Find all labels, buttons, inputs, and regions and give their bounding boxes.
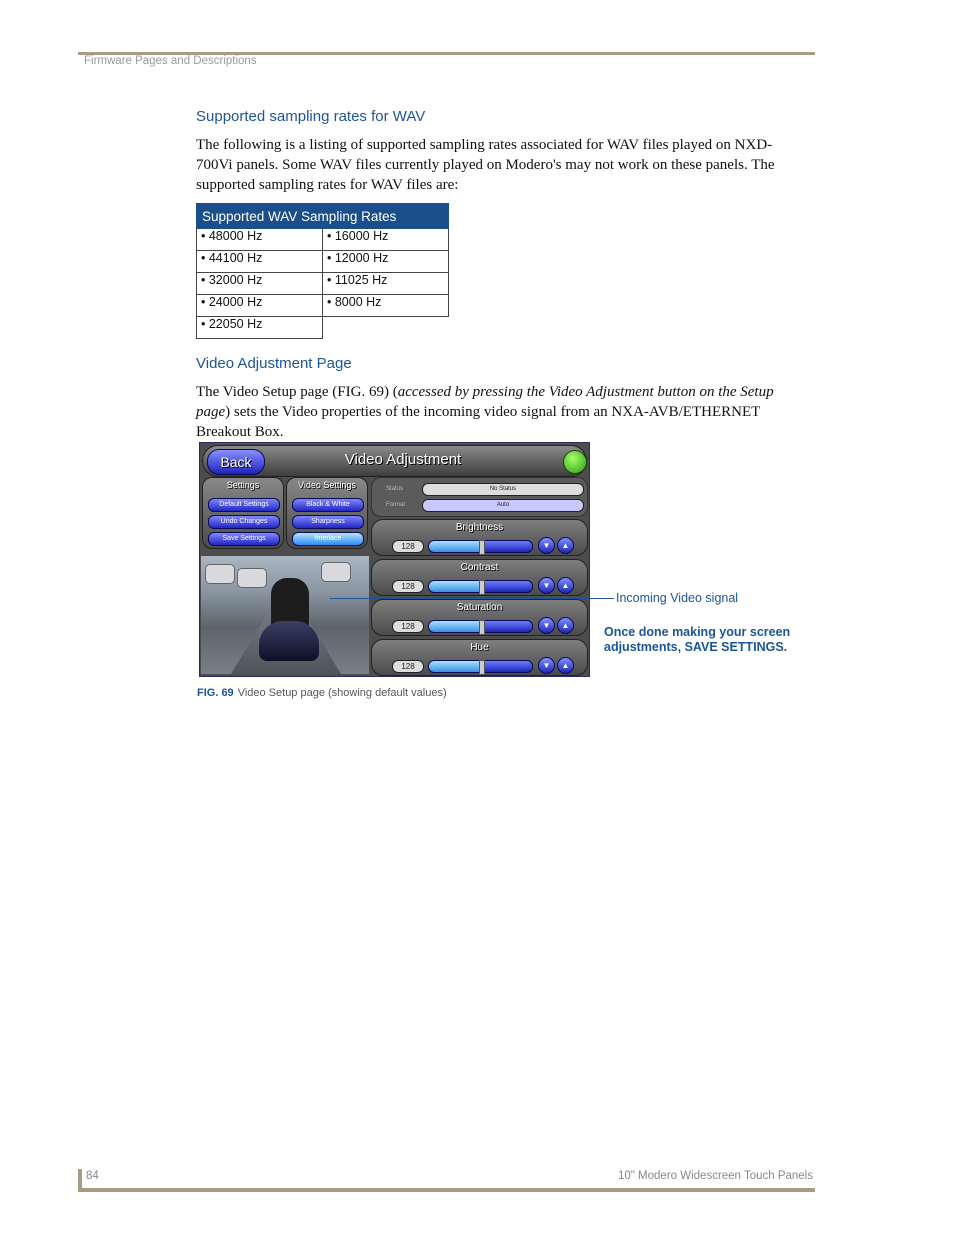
figure-label: FIG. 69 — [197, 687, 234, 699]
sharpness-button[interactable]: Sharpness — [292, 515, 364, 529]
wav-rates-table — [196, 203, 449, 339]
slider-fill — [429, 661, 481, 672]
figure-caption-text: Video Setup page (showing default values) — [237, 687, 447, 699]
footer-rule — [78, 1188, 815, 1192]
wav-intro-paragraph: The following is a listing of supported sampling rates associated for WAV files played on NXD-700Vi panels. Some WAV files currently played on Modero's may not work on these panels. The supported sampling rates for WAV files are: — [196, 137, 775, 193]
adjustment-hue — [371, 639, 588, 676]
slider-knob[interactable] — [479, 540, 485, 555]
table-row — [197, 229, 449, 251]
back-button[interactable]: Back — [207, 449, 265, 475]
callout-save-settings — [604, 625, 790, 655]
running-head: Firmware Pages and Descriptions — [84, 55, 257, 67]
table-cell: • 11025 Hz — [323, 273, 449, 295]
adjustment-title: Saturation — [456, 602, 503, 613]
callout-line-2: adjustments, SAVE SETTINGS. — [604, 640, 788, 654]
figure-caption — [197, 683, 447, 701]
table-row — [197, 295, 449, 317]
arrow-up-icon[interactable]: ▲ — [557, 577, 574, 594]
status-label: Status — [386, 486, 404, 492]
adjustment-slider[interactable] — [428, 660, 533, 673]
wav-table-header: Supported WAV Sampling Rates — [197, 204, 449, 229]
slider-fill — [429, 621, 481, 632]
table-row — [197, 251, 449, 273]
table-cell-empty — [323, 317, 449, 339]
table-row — [197, 273, 449, 295]
video-car — [237, 568, 267, 588]
status-value: No Status — [422, 483, 584, 496]
arrow-down-icon[interactable]: ▼ — [538, 617, 555, 634]
arrow-up-icon[interactable]: ▲ — [557, 537, 574, 554]
panel-title: Video Adjustment — [344, 451, 462, 468]
interlace-button[interactable]: Interlace — [292, 532, 364, 546]
adjustment-saturation — [371, 599, 588, 636]
adjustment-value: 128 — [392, 580, 424, 593]
section-heading-wav: Supported sampling rates for WAV — [196, 108, 426, 125]
slider-knob[interactable] — [479, 660, 485, 675]
para-text: The Video Setup page (FIG. 69) ( — [196, 384, 398, 400]
table-cell: • 12000 Hz — [323, 251, 449, 273]
video-settings-menu-title: Video Settings — [298, 480, 356, 490]
slider-fill — [429, 541, 481, 552]
arrow-down-icon[interactable]: ▼ — [538, 537, 555, 554]
settings-menu-title: Settings — [226, 480, 260, 490]
default-settings-button[interactable]: Default Settings — [208, 498, 280, 512]
arrow-up-icon[interactable]: ▲ — [557, 617, 574, 634]
section-heading-video: Video Adjustment Page — [196, 355, 352, 372]
incoming-video-image — [201, 556, 369, 674]
slider-knob[interactable] — [479, 620, 485, 635]
adjustment-title: Contrast — [460, 562, 499, 573]
table-cell: • 44100 Hz — [197, 251, 323, 273]
para-italic: accessed by pressing the Video Adjustment button on the Setup page — [196, 384, 774, 420]
video-adjustment-panel — [199, 442, 590, 677]
table-cell: • 8000 Hz — [323, 295, 449, 317]
adjustment-contrast — [371, 559, 588, 596]
video-car — [321, 562, 351, 582]
adjustment-slider[interactable] — [428, 580, 533, 593]
table-cell: • 16000 Hz — [323, 229, 449, 251]
table-cell: • 48000 Hz — [197, 229, 323, 251]
undo-changes-button[interactable]: Undo Changes — [208, 515, 280, 529]
video-motorcycle — [259, 621, 319, 661]
arrow-down-icon[interactable]: ▼ — [538, 577, 555, 594]
video-settings-menu — [286, 477, 368, 549]
slider-knob[interactable] — [479, 580, 485, 595]
arrow-down-icon[interactable]: ▼ — [538, 657, 555, 674]
callout-incoming-video: Incoming Video signal — [616, 591, 739, 605]
video-car — [205, 564, 235, 584]
format-label: Format — [386, 502, 406, 508]
callout-leader-line — [330, 598, 614, 599]
adjustment-title: Hue — [470, 642, 489, 653]
save-settings-button[interactable]: Save Settings — [208, 532, 280, 546]
callout-line-1: Once done making your screen — [604, 625, 791, 639]
adjustment-brightness — [371, 519, 588, 556]
adjustment-value: 128 — [392, 620, 424, 633]
table-cell: • 24000 Hz — [197, 295, 323, 317]
adjustment-value: 128 — [392, 660, 424, 673]
slider-fill — [429, 581, 481, 592]
black-white-button[interactable]: Black & White — [292, 498, 364, 512]
adjustment-title: Brightness — [455, 522, 504, 533]
video-intro-paragraph — [196, 382, 808, 442]
table-cell: • 32000 Hz — [197, 273, 323, 295]
page-number: 84 — [86, 1170, 99, 1182]
footer-title: 10" Modero Widescreen Touch Panels — [617, 1170, 813, 1182]
status-box — [371, 477, 588, 517]
arrow-up-icon[interactable]: ▲ — [557, 657, 574, 674]
adjustment-slider[interactable] — [428, 620, 533, 633]
para-text: ) sets the Video properties of the incoming video signal from an NXA-AVB/ETHERNET Breakout Box. — [196, 404, 761, 440]
format-value[interactable]: Auto — [422, 499, 584, 512]
panel-titlebar — [202, 445, 587, 477]
status-light-icon[interactable] — [563, 450, 587, 474]
settings-menu — [202, 477, 284, 549]
table-cell: • 22050 Hz — [197, 317, 323, 339]
adjustment-value: 128 — [392, 540, 424, 553]
table-row — [197, 317, 449, 339]
adjustment-slider[interactable] — [428, 540, 533, 553]
